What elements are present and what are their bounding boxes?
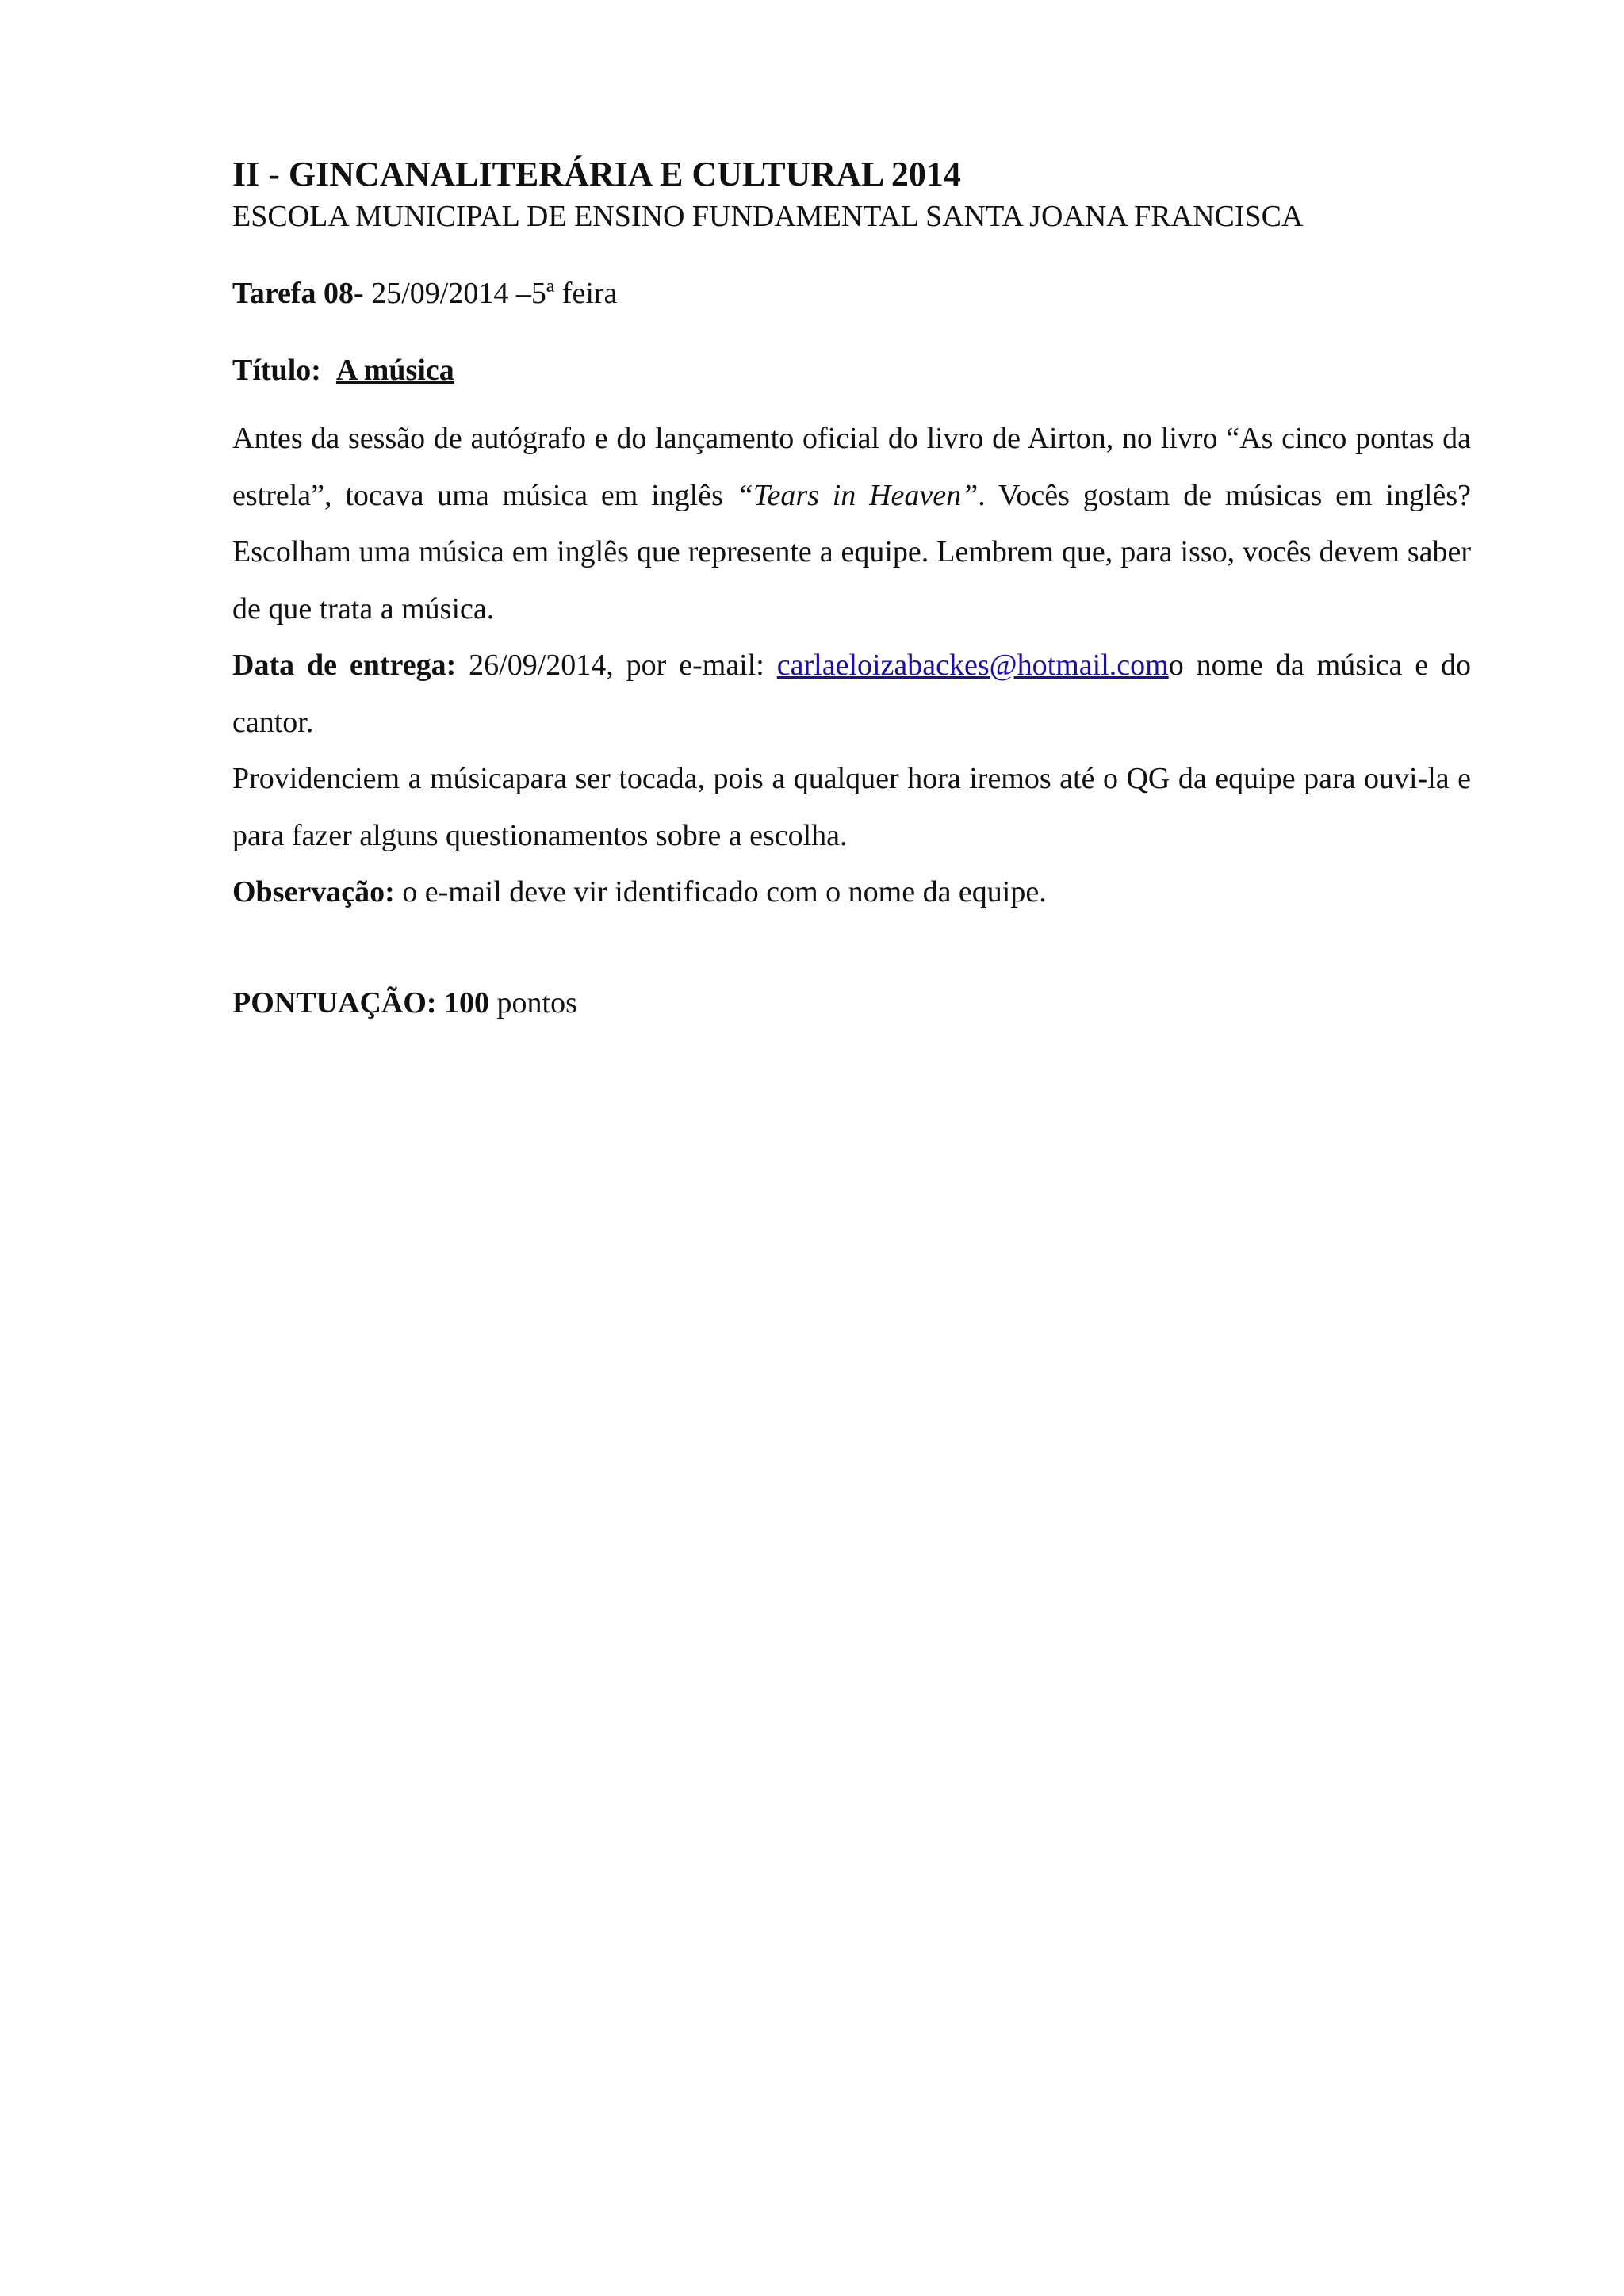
obs-label: Observação: <box>232 875 395 909</box>
title-text: II - GINCANALITERÁRIA E CULTURAL 2014 <box>232 155 961 193</box>
score-unit: pontos <box>489 986 577 1020</box>
para1-end: . Vocês gostam de músicas em inglês? Escolham uma música em inglês que represente a equipe. Lembrem que, para isso, vocês devem saber de que trata a música. <box>232 478 1471 626</box>
delivery-text: 26/09/2014, por e-mail: <box>456 649 777 682</box>
task-line <box>232 274 1471 313</box>
para1-start: Antes da sessão de autógrafo e do lançamento oficial do livro de Airton, no livro “As cinco pontas da estrela”, tocava uma música em inglês <box>232 422 1471 512</box>
email-link[interactable]: carlaeloizabackes@hotmail.com <box>776 649 1169 682</box>
paragraph-observation <box>232 864 1471 921</box>
page-title <box>232 152 1471 197</box>
delivery-label: Data de entrega: <box>232 649 457 682</box>
task-label: Tarefa 08- <box>232 277 364 310</box>
task-date: 25/09/2014 –5ª feira <box>363 277 618 310</box>
score-line <box>232 983 1471 1023</box>
score-value: 100 <box>444 986 490 1020</box>
titulo-line <box>232 350 1471 391</box>
para3-text: Providenciem a músicapara ser tocada, pois a qualquer hora iremos até o QG da equipe para ouvi-la e para fazer alguns questionamentos sobre a escolha. <box>232 762 1471 852</box>
paragraph-delivery <box>232 637 1471 751</box>
score-label: PONTUAÇÃO: <box>232 986 437 1020</box>
titulo-label: Título: <box>232 354 321 387</box>
obs-text: o e-mail deve vir identificado com o nome da equipe. <box>394 875 1047 909</box>
paragraph-instructions <box>232 751 1471 864</box>
task-body <box>232 411 1471 921</box>
song-title: “Tears in Heaven” <box>736 478 979 512</box>
titulo-value: A música <box>335 354 454 387</box>
paragraph-intro <box>232 411 1471 637</box>
school-text: ESCOLA MUNICIPAL DE ENSINO FUNDAMENTAL SANTA JOANA FRANCISCA <box>232 200 1304 233</box>
school-name <box>232 197 1471 236</box>
delivery-end: o nome da música e do cantor. <box>232 649 1472 739</box>
